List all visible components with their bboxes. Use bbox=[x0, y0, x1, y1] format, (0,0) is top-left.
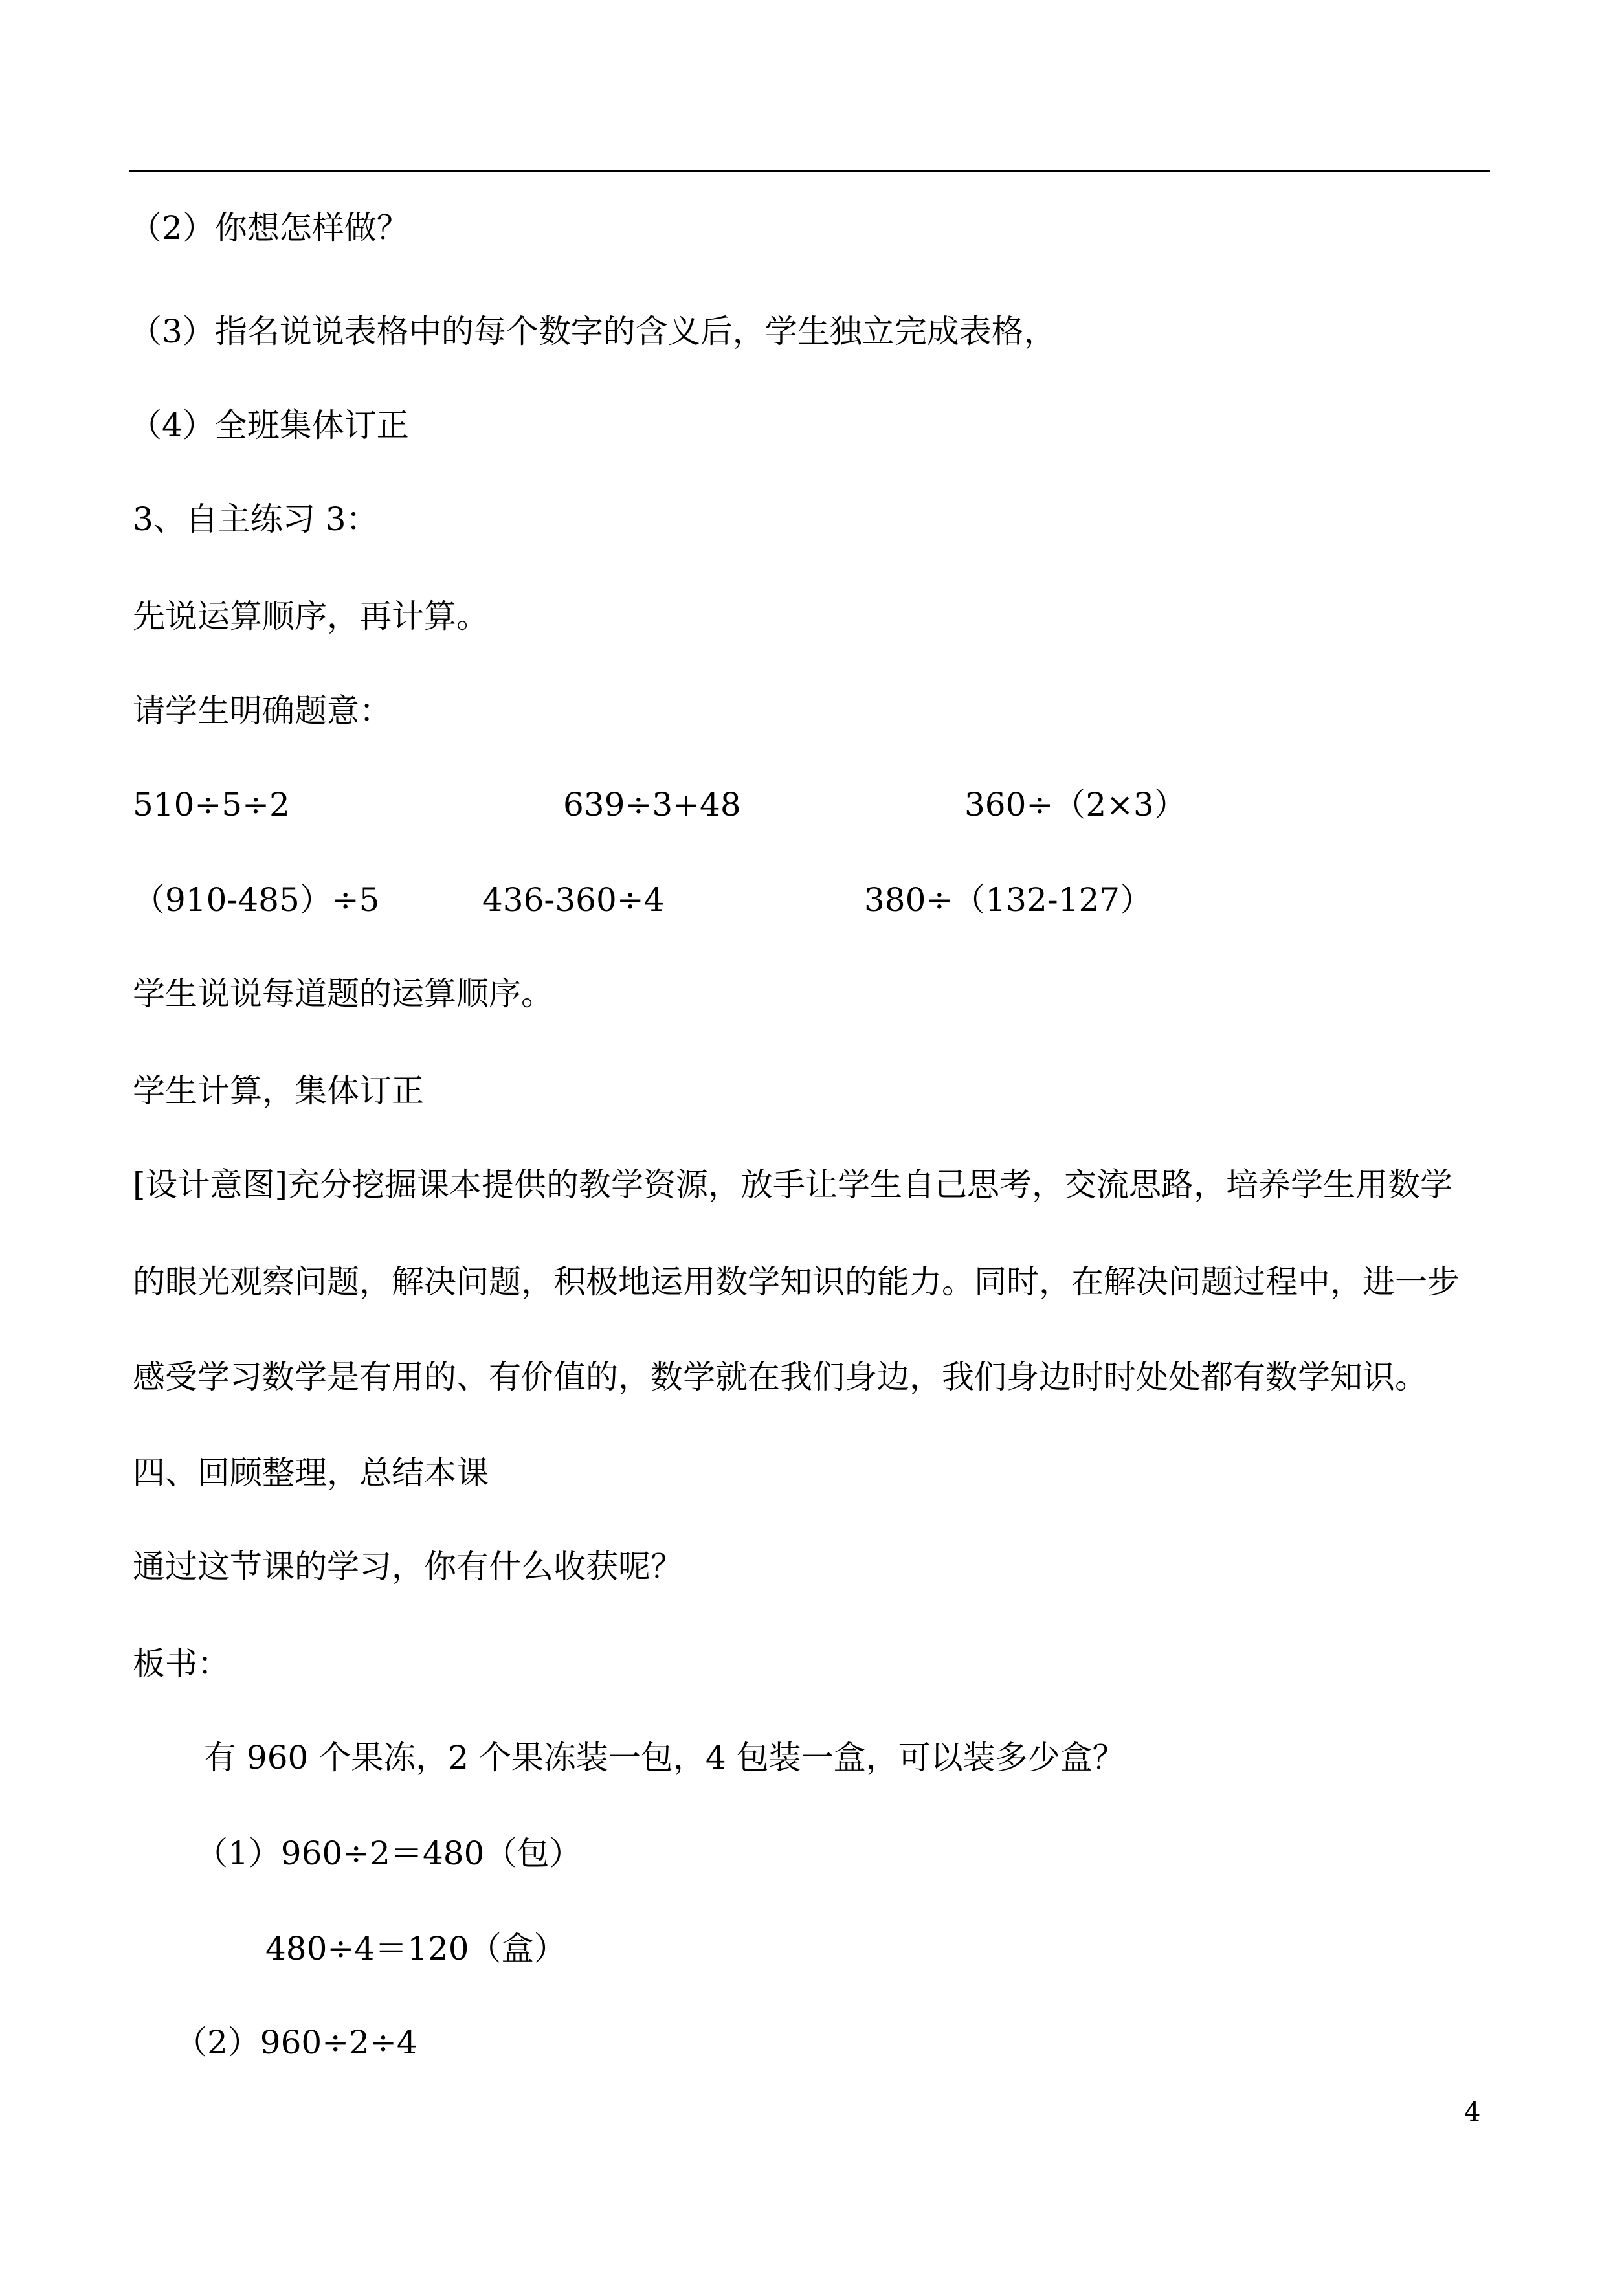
header-rule bbox=[129, 170, 1490, 172]
text-line: 学生说说每道题的运算顺序。 bbox=[133, 975, 553, 1012]
exercise-item: 380÷（132-127） bbox=[864, 881, 1153, 919]
text-line: 板书： bbox=[133, 1645, 230, 1683]
text-line: 学生计算，集体订正 bbox=[133, 1072, 424, 1110]
text-line: 3、自主练习 3： bbox=[133, 500, 379, 538]
text-line: （2）你想怎样做？ bbox=[129, 209, 409, 247]
paragraph-line: [设计意图]充分挖掘课本提供的教学资源，放手让学生自己思考，交流思路，培养学生用数学 bbox=[133, 1166, 1453, 1203]
text-line: （4）全班集体订正 bbox=[129, 407, 409, 444]
text-line: 请学生明确题意： bbox=[133, 692, 392, 730]
board-step: （2）960÷2÷4 bbox=[175, 2024, 417, 2061]
exercise-item: 510÷5÷2 bbox=[133, 786, 290, 823]
text-line: 先说运算顺序，再计算。 bbox=[133, 598, 489, 635]
exercise-item: 639÷3+48 bbox=[563, 786, 741, 823]
board-step: 480÷4＝120（盒） bbox=[265, 1930, 566, 1967]
text-line: 通过这节课的学习，你有什么收获呢？ bbox=[133, 1548, 683, 1585]
page-number: 4 bbox=[1464, 2097, 1481, 2127]
section-heading: 四、回顾整理，总结本课 bbox=[133, 1454, 489, 1492]
paragraph-line: 感受学习数学是有用的、有价值的，数学就在我们身边，我们身边时时处处都有数学知识。 bbox=[133, 1358, 1427, 1396]
paragraph-line: 的眼光观察问题，解决问题，积极地运用数学知识的能力。同时，在解决问题过程中，进一步 bbox=[133, 1263, 1460, 1301]
exercise-item: 436-360÷4 bbox=[482, 881, 665, 919]
exercise-item: （910-485）÷5 bbox=[133, 881, 380, 919]
board-step: （1）960÷2＝480（包） bbox=[195, 1835, 582, 1872]
board-problem: 有 960 个果冻，2 个果冻装一包，4 包装一盒，可以装多少盒？ bbox=[204, 1739, 1125, 1776]
text-line: （3）指名说说表格中的每个数字的含义后，学生独立完成表格， bbox=[129, 313, 1056, 350]
exercise-item: 360÷（2×3） bbox=[964, 786, 1186, 823]
